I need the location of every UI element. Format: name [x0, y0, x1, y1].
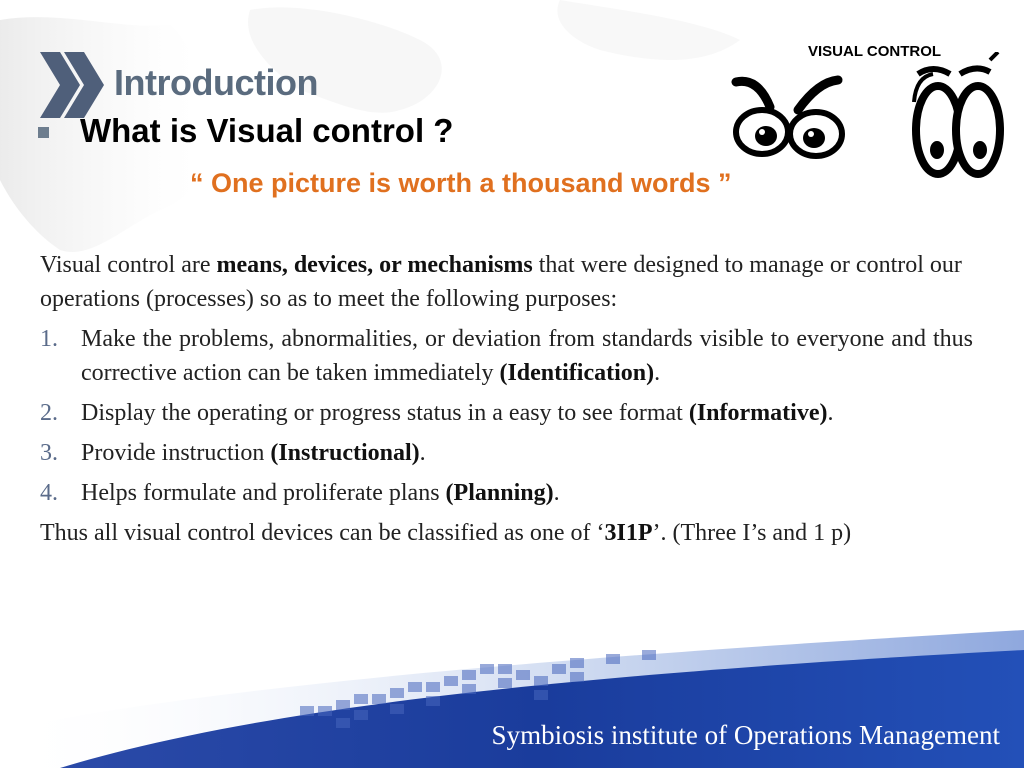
list-item: [40, 476, 973, 510]
visual-control-label: VISUAL CONTROL: [808, 43, 942, 60]
bullet-square: [38, 127, 49, 138]
closing-paragraph: [40, 516, 973, 550]
list-item-text: Display the operating or progress status in a easy to see format: [81, 400, 689, 426]
closing-text: Thus all visual control devices can be classified as one of ‘: [40, 520, 605, 546]
list-item-text: Helps formulate and proliferate plans: [81, 480, 446, 506]
quote-text: “ One picture is worth a thousand words ”: [190, 168, 732, 198]
chevron-double-right-icon: [40, 52, 106, 118]
list-item: [40, 436, 973, 470]
list-item: [40, 322, 973, 390]
slide-subtitle: What is Visual control ?: [80, 112, 454, 149]
list-item-bold: (Instructional): [270, 440, 420, 466]
list-item-end: .: [827, 400, 834, 426]
list-item-bold: (Planning): [445, 480, 554, 506]
eyes-illustration: [728, 52, 1008, 187]
list-number: 3.: [40, 440, 58, 466]
section-title: Introduction: [114, 62, 318, 103]
intro-paragraph: [40, 248, 973, 316]
intro-text-end: that were designed to manage or control our operations (processes) so as to meet the following purposes:: [40, 252, 962, 312]
list-item-end: .: [419, 440, 426, 466]
intro-text: Visual control are: [40, 252, 217, 278]
list-item-bold: (Identification): [499, 360, 655, 386]
list-item-end: .: [654, 360, 661, 386]
list-number: 2.: [40, 400, 58, 426]
list-number: 4.: [40, 480, 58, 506]
list-item-text: Provide instruction: [81, 440, 271, 466]
intro-bold: means, devices, or mechanisms: [216, 252, 533, 278]
list-number: 1.: [40, 326, 58, 352]
body-content: [40, 248, 973, 550]
purpose-list: [40, 322, 973, 510]
closing-bold: 3I1P: [604, 520, 653, 546]
list-item-end: .: [553, 480, 560, 506]
closing-text-end: ’. (Three I’s and 1 p): [652, 520, 852, 546]
list-item-bold: (Informative): [688, 400, 828, 426]
list-item: [40, 396, 973, 430]
footer-institute-name: Symbiosis institute of Operations Management: [491, 720, 1000, 750]
list-item-text: Make the problems, abnormalities, or deviation from standards visible to everyone and thus corrective action can be taken immediately: [81, 326, 973, 386]
